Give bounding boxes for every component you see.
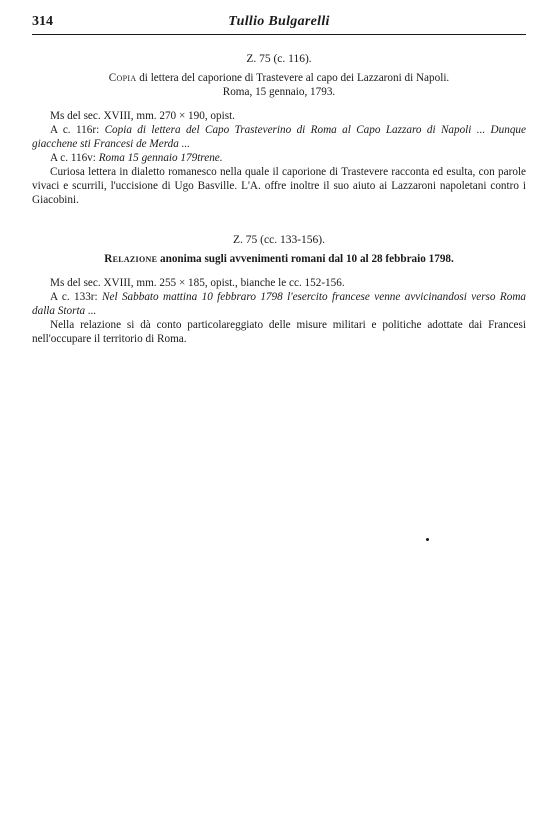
entry-date: Roma, 15 gennaio, 1793. xyxy=(222,86,336,98)
entry-incipit xyxy=(32,290,526,318)
header-rule xyxy=(32,34,526,35)
explicit-label: A c. 116v: xyxy=(50,152,99,164)
entry-description: Curiosa lettera in dialetto romanesco nella quale il caporione di Trastevere racconta ed esulta, con parole vivaci e scurrili, l'uccisione di Ugo Basville. L'A. offre inoltre il suo aiuto ai Lazzaroni napoletani contro i Giacobini. xyxy=(32,166,526,206)
incipit-text: Nel Sabbato mattina 10 febbraro 1798 l'esercito francese venne avvicinandosi verso Roma dalla Storta ... xyxy=(32,291,527,317)
incipit-label: A c. 116r: xyxy=(50,124,105,136)
entry-title-lead: Copia xyxy=(108,72,137,84)
entry-title-rest: anonima sugli avvenimenti romani dal 10 al 28 febbraio 1798. xyxy=(157,253,454,265)
entry-explicit xyxy=(32,151,526,165)
entry-shelfmark: Z. 75 (cc. 133-156). xyxy=(233,234,325,246)
running-title: Tullio Bulgarelli xyxy=(228,14,330,29)
entry-manuscript-description: Ms del sec. XVIII, mm. 270 × 190, opist. xyxy=(50,110,235,122)
incipit-label: A c. 133r: xyxy=(50,291,103,303)
entry-title xyxy=(32,71,526,85)
explicit-text: Roma 15 gennaio 179trene. xyxy=(98,152,223,164)
entry-shelfmark: Z. 75 (c. 116). xyxy=(246,53,312,65)
page-header xyxy=(32,12,526,34)
incipit-text: Copia di lettera del Capo Trasteverino di Roma al Capo Lazzaro di Napoli ... Dunque giacchene sti Francesi de Merda ... xyxy=(32,124,526,150)
page-number: 314 xyxy=(32,14,53,29)
ink-speck xyxy=(426,538,429,541)
entry-description: Nella relazione si dà conto particolareggiato delle misure militari e politiche adottate dai Francesi nell'occupare il territorio di Roma. xyxy=(32,319,526,345)
entry-title-lead: Relazione xyxy=(104,253,158,265)
entry-incipit xyxy=(32,123,526,151)
entry-title-rest: di lettera del caporione di Trastevere al capo dei Lazzaroni di Napoli. xyxy=(136,72,450,84)
catalog-entry-2 xyxy=(32,233,526,346)
entry-manuscript-description: Ms del sec. XVIII, mm. 255 × 185, opist., bianche le cc. 152-156. xyxy=(50,277,345,289)
catalog-entry-1 xyxy=(32,52,526,207)
entry-title xyxy=(32,252,526,266)
